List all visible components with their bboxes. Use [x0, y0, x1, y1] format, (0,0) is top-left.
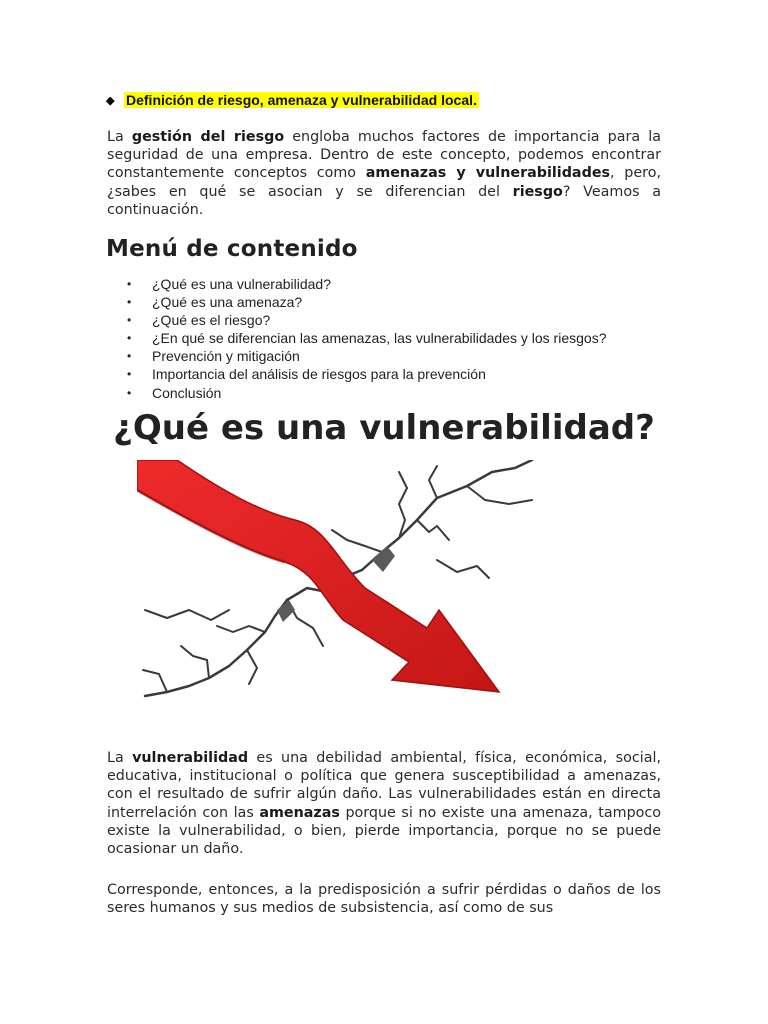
- section-heading: [106, 92, 479, 108]
- bullet-icon: •: [127, 313, 132, 328]
- p1-bold-amenazas: amenazas: [259, 804, 340, 821]
- menu-item-label: Prevención y mitigación: [152, 348, 300, 365]
- bullet-icon: •: [127, 295, 132, 310]
- menu-title: Menú de contenido: [106, 236, 358, 262]
- intro-text-3: , pero, ¿sabes en qué se asocian y se diferencian del: [107, 165, 661, 200]
- menu-item-label: Importancia del análisis de riesgos para la prevención: [152, 366, 486, 383]
- vulnerability-paragraph: [107, 749, 661, 858]
- heading-text: Definición de riesgo, amenaza y vulnerabilidad local.: [126, 92, 477, 108]
- diamond-bullet-icon: ◆: [106, 94, 115, 107]
- p1-bold-vulnerabilidad: vulnerabilidad: [132, 750, 249, 766]
- intro-bold-riesgo: riesgo: [512, 183, 563, 200]
- bullet-icon: •: [127, 367, 132, 382]
- bullet-icon: •: [127, 277, 132, 291]
- menu-item-label: ¿Qué es una amenaza?: [152, 294, 303, 311]
- menu-item[interactable]: [106, 384, 606, 402]
- bullet-icon: •: [127, 349, 132, 364]
- section-title: ¿Qué es una vulnerabilidad?: [113, 408, 655, 448]
- menu-item-label: ¿En qué se diferencian las amenazas, las vulnerabilidades y los riesgos?: [152, 330, 607, 347]
- menu-item[interactable]: [106, 329, 606, 347]
- intro-text-4: ? Veamos a continuación.: [107, 183, 661, 218]
- menu-item-label: Conclusión: [152, 384, 222, 401]
- menu-item[interactable]: [106, 275, 606, 293]
- red-arrow-over-cracked-ground-icon: [137, 460, 537, 700]
- menu-item[interactable]: [106, 311, 606, 329]
- intro-text-2: engloba muchos factores de importancia para la seguridad de una empresa. Dentro de este concepto, podemos encontrar constantemente conceptos como: [107, 129, 661, 182]
- menu-item[interactable]: [106, 365, 606, 383]
- menu-list: [106, 275, 606, 402]
- bullet-icon: •: [127, 331, 132, 346]
- p1-text-3: porque si no existe una amenaza, tampoco existe la vulnerabilidad, o bien, pierde importancia, porque no se puede ocasionar un daño.: [107, 804, 661, 858]
- intro-paragraph: [107, 128, 661, 219]
- intro-bold-gestion: gestión del riesgo: [131, 129, 285, 145]
- intro-text-1: La: [107, 129, 132, 145]
- intro-bold-amenazas: amenazas y vulnerabilidades: [365, 165, 611, 182]
- crack-fissure: [277, 600, 295, 622]
- menu-item[interactable]: [106, 293, 606, 311]
- menu-item[interactable]: [106, 347, 606, 365]
- menu-item-label: ¿Qué es el riesgo?: [152, 312, 271, 329]
- p1-text-2: es una debilidad ambiental, física, económica, social, educativa, institucional o política que genera susceptibilidad a amenazas, con el resultado de sufrir algún daño. Las vulnerabilidades están en directa interrelación con las: [107, 750, 661, 821]
- p1-text-1: La: [107, 750, 133, 766]
- bullet-icon: •: [127, 385, 132, 400]
- predisposition-paragraph: Corresponde, entonces, a la predisposición a sufrir pérdidas o daños de los seres humanos y sus medios de subsistencia, así como de sus: [107, 882, 661, 917]
- menu-item-label: ¿Qué es una vulnerabilidad?: [152, 276, 332, 292]
